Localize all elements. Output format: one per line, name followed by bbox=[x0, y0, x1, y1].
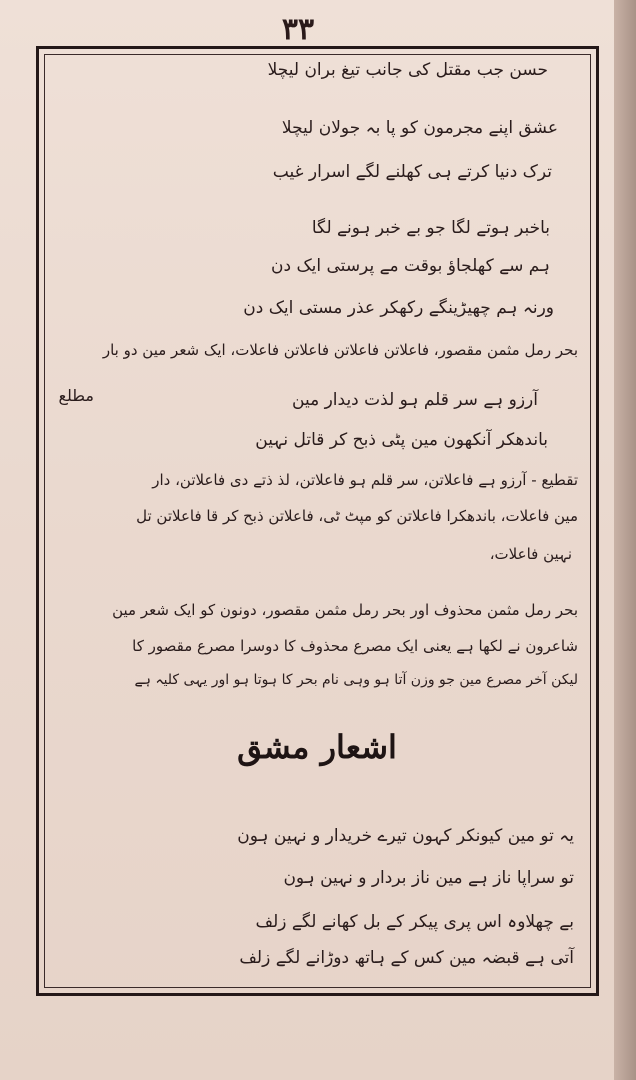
practice-verse-17: تو سراپا ناز ہے مین ناز بردار و نہین ہون bbox=[283, 868, 574, 888]
meter-line-7: بحر رمل مثمن مقصور، فاعلاتن فاعلاتن فاعلاتن فاعلات، ایک شعر مین دو بار bbox=[102, 341, 578, 359]
verse-line-5: ہم سے کھلجاؤ بوقت مے پرستی ایک دن bbox=[270, 256, 550, 276]
verse-line-1: حسن جب مقتل کی جانب تیغ بران لیچلا bbox=[267, 60, 548, 80]
taqti-line-10: تقطیع - آرزو ہے فاعلاتن، سر قلم ہو فاعلاتن، لذ ذتے دی فاعلاتن، دار bbox=[152, 471, 578, 489]
practice-verse-19: آتی ہے قبضہ مین کس کے ہاتھ دوڑانے لگے زلف bbox=[239, 948, 574, 968]
prose-line-15: لیکن آخر مصرع مین جو وزن آتا ہو وہی نام بحر کا ہوتا ہو اور یہی کلیہ ہے bbox=[134, 672, 578, 688]
verse-line-9: باندھکر آنکھون مین پٹی ذبح کر قاتل نہین bbox=[255, 430, 548, 450]
verse-line-4: باخبر ہوتے لگا جو بے خبر ہونے لگا bbox=[311, 218, 550, 238]
page-content bbox=[56, 58, 578, 978]
verse-line-6: ورنہ ہم چھیڑینگے رکھکر عذر مستی ایک دن bbox=[243, 298, 554, 318]
verse-line-2: عشق اپنے مجرمون کو پا بہ جولان لیچلا bbox=[281, 118, 558, 138]
verse-line-8: آرزو ہے سر قلم ہو لذت دیدار مین bbox=[292, 390, 538, 410]
book-spine bbox=[614, 0, 636, 1080]
verse-line-3: ترک دنیا کرتے ہی کھلنے لگے اسرار غیب bbox=[272, 162, 552, 182]
taqti-line-12: نہین فاعلات، bbox=[489, 545, 572, 563]
practice-verse-16: یہ تو مین کیونکر کہون تیرے خریدار و نہین ہون bbox=[237, 826, 574, 846]
matla-label: مطلع bbox=[58, 386, 94, 405]
section-heading: اشعار مشق bbox=[237, 728, 397, 766]
page-number: ۳۳ bbox=[281, 12, 315, 47]
prose-line-13: بحر رمل مثمن محذوف اور بحر رمل مثمن مقصور، دونون کو ایک شعر مین bbox=[112, 601, 578, 619]
prose-line-14: شاعرون نے لکھا ہے یعنی ایک مصرع محذوف کا دوسرا مصرع مقصور کا bbox=[132, 637, 578, 655]
taqti-line-11: مین فاعلات، باندھکرا فاعلاتن کو مپٹ ٹی، فاعلاتن ذبح کر قا فاعلاتن تل bbox=[136, 507, 578, 525]
practice-verse-18: بے چھلاوہ اس پری پیکر کے بل کھانے لگے زلف bbox=[255, 912, 574, 932]
